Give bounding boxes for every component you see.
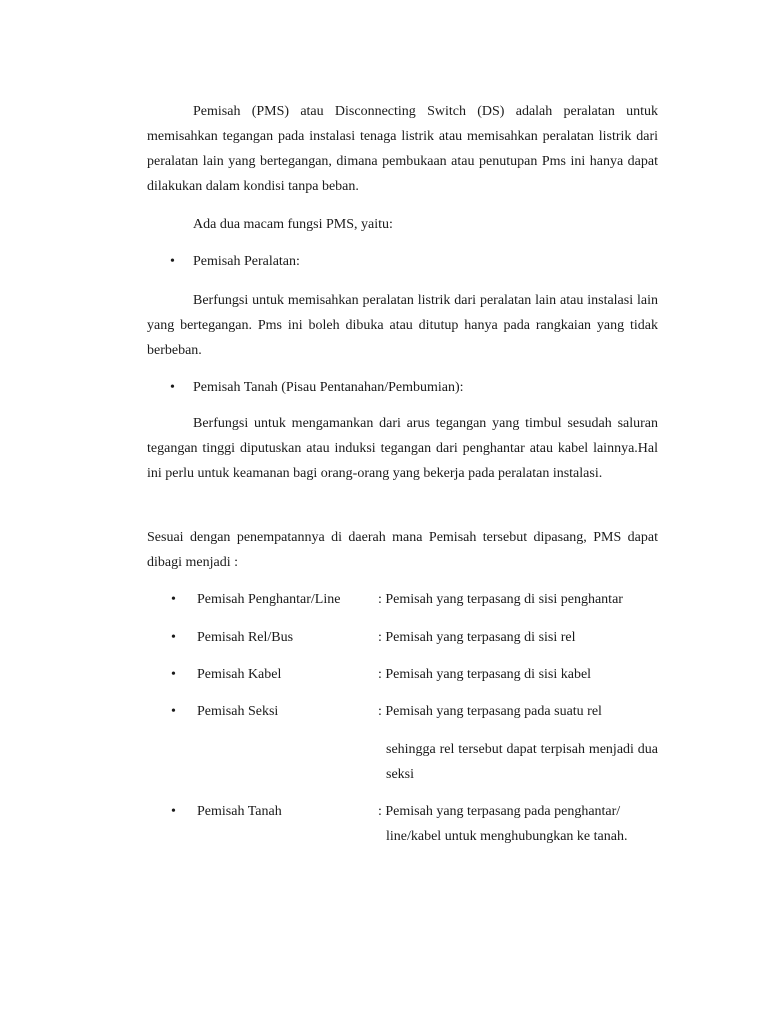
type-desc-line: : Pemisah yang terpasang di sisi penghantar [378, 592, 623, 607]
type-desc-seksi: : Pemisah yang terpasang pada suatu rel [378, 704, 602, 719]
bullet-icon: • [171, 704, 176, 719]
intro-paragraph: Pemisah (PMS) atau Disconnecting Switch (DS) adalah peralatan untuk memisahkan tegangan pada instalasi tenaga listrik atau memisahkan peralatan listrik dari peralatan lain yang bertegangan, dimana pembukaan atau penutupan Pms ini hanya dapat dilakukan dalam kondisi tanpa beban. [147, 104, 658, 194]
bullet-icon: • [170, 380, 175, 395]
type-term-tanah: Pemisah Tanah [197, 804, 282, 819]
type-desc-rel: : Pemisah yang terpasang di sisi rel [378, 630, 576, 645]
type-desc-seksi-cont: sehingga rel tersebut dapat terpisah menjadi dua seksi [386, 742, 658, 782]
type-desc-tanah: : Pemisah yang terpasang pada penghantar/ [378, 804, 621, 819]
bullet-icon: • [171, 592, 176, 607]
type-term-rel: Pemisah Rel/Bus [197, 630, 294, 645]
bullet-icon: • [170, 254, 175, 269]
bullet-icon: • [171, 630, 176, 645]
type-term-line: Pemisah Penghantar/Line [197, 592, 341, 607]
function-desc-tanah: Berfungsi untuk mengamankan dari arus tegangan yang timbul sesudah saluran tegangan tinggi diputuskan atau induksi tegangan dari penghantar atau kabel lainnya.Hal ini perlu untuk keamanan bagi orang-orang yang bekerja pada peralatan instalasi. [147, 416, 658, 481]
function-desc-peralatan: Berfungsi untuk memisahkan peralatan listrik dari peralatan lain atau instalasi lain yang bertegangan. Pms ini boleh dibuka atau ditutup hanya pada rangkaian yang tidak berbeban. [147, 293, 658, 358]
function-title-peralatan: Pemisah Peralatan: [193, 254, 300, 269]
bullet-icon: • [171, 804, 176, 819]
functions-intro: Ada dua macam fungsi PMS, yaitu: [193, 217, 393, 232]
placement-intro: Sesuai dengan penempatannya di daerah mana Pemisah tersebut dipasang, PMS dapat dibagi menjadi : [147, 530, 658, 570]
type-desc-kabel: : Pemisah yang terpasang di sisi kabel [378, 667, 592, 682]
type-desc-tanah-cont: line/kabel untuk menghubungkan ke tanah. [386, 829, 628, 844]
type-term-kabel: Pemisah Kabel [197, 667, 282, 682]
type-term-seksi: Pemisah Seksi [197, 704, 279, 719]
function-title-tanah: Pemisah Tanah (Pisau Pentanahan/Pembumian): [193, 380, 464, 395]
bullet-icon: • [171, 667, 176, 682]
